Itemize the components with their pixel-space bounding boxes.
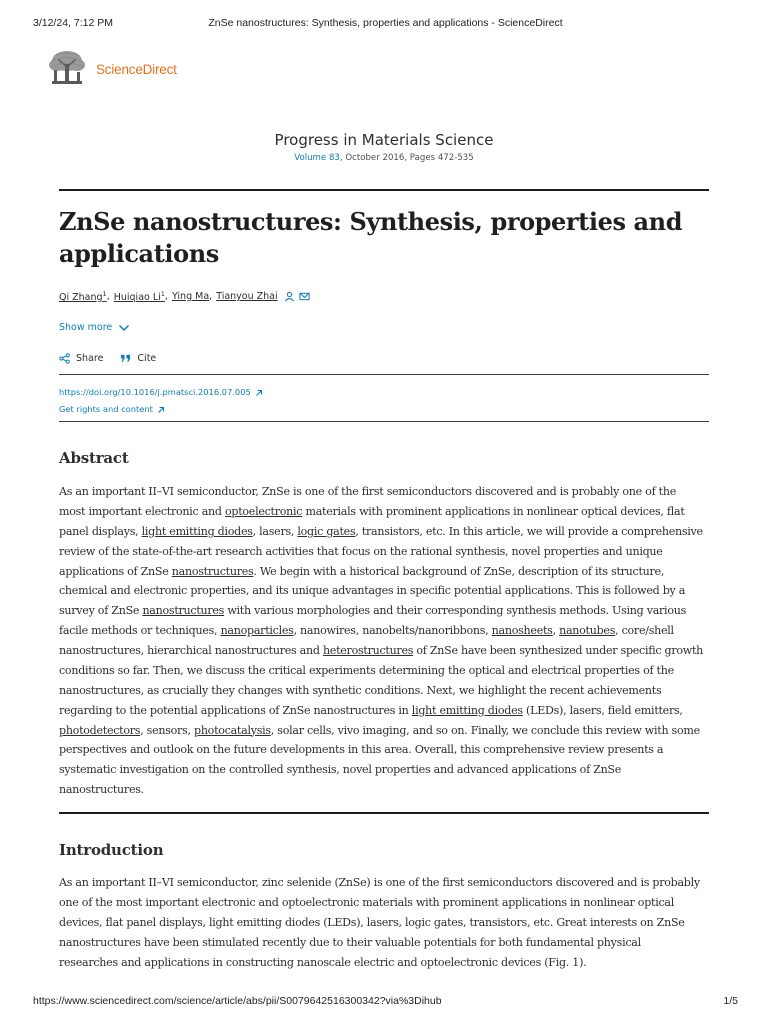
text-segment: , solar cells, vivo imaging, and so on. Finally, we conclude this review with some: [270, 723, 700, 737]
text-segment: , nanowires, nanobelts/nanoribbons,: [293, 624, 492, 638]
author-link[interactable]: [114, 290, 165, 303]
text-segment: survey of ZnSe: [59, 604, 143, 618]
topic-link[interactable]: optoelectronic: [224, 504, 303, 518]
chevron-down-icon: [118, 324, 130, 332]
print-date: 3/12/24, 7:12 PM: [33, 17, 113, 29]
divider: [59, 421, 709, 422]
text-segment: As an important II–VI semiconductor, zinc selenide (ZnSe) is one of the first semiconductors discovered and is probably: [59, 876, 700, 889]
text-segment: . We begin with a historical background of ZnSe, description of its structure,: [253, 564, 665, 578]
text-line: [59, 641, 719, 661]
text-segment: nanostructures, hierarchical nanostructures and: [59, 644, 323, 657]
rights-link[interactable]: [59, 401, 263, 418]
text-segment: conditions so far. Then, we discuss the critical experiments determining the optical and electrical properties of the: [59, 663, 674, 677]
volume-link[interactable]: Volume 83: [294, 153, 340, 163]
text-segment: with various morphologies and their corresponding synthesis methods. Using various: [224, 604, 687, 618]
abstract-text: [59, 482, 719, 800]
article-title-line: ZnSe nanostructures: Synthesis, properties and: [59, 207, 683, 236]
issue-details: , October 2016, Pages 472-535: [339, 153, 474, 163]
introduction-text: [59, 873, 719, 972]
author-name: Tianyou Zhai: [216, 291, 278, 303]
divider: [59, 812, 709, 814]
print-url: https://www.sciencedirect.com/science/article/abs/pii/S0079642516300342?via%3Dihub: [33, 995, 442, 1007]
show-more-button[interactable]: [59, 322, 130, 333]
person-icon[interactable]: [284, 291, 295, 302]
journal-meta: [0, 153, 768, 163]
text-segment: most important electronic and: [59, 504, 225, 518]
topic-link[interactable]: photocatalysis: [194, 723, 271, 737]
author-link[interactable]: [172, 291, 209, 302]
rights-text: Get rights and content: [59, 404, 153, 414]
topic-link[interactable]: nanostructures: [142, 604, 225, 618]
article-links: [59, 384, 263, 418]
article-actions: [59, 353, 173, 364]
brand-name: ScienceDirect: [96, 61, 177, 77]
elsevier-tree-logo-icon: [46, 48, 88, 88]
text-line: [59, 701, 719, 721]
topic-link[interactable]: photodetectors: [59, 723, 141, 737]
journal-name[interactable]: Progress in Materials Science: [274, 131, 494, 149]
topic-link[interactable]: nanoparticles: [220, 624, 294, 638]
sciencedirect-logo[interactable]: [46, 48, 177, 88]
text-segment: of ZnSe have been synthesized under specific growth: [413, 644, 704, 657]
text-line: [59, 542, 719, 562]
text-line: [59, 913, 719, 933]
share-button[interactable]: [59, 353, 103, 364]
text-segment: , sensors,: [140, 723, 194, 737]
print-page-title: ZnSe nanostructures: Synthesis, properties and applications - ScienceDirect: [208, 17, 563, 29]
text-segment: As an important II–VI semiconductor, ZnSe is one of the first semiconductors discovered and is probably one of the: [59, 485, 676, 498]
text-segment: chemical and electronic properties, and its unique advantages in specific potential applications. This is followed by a: [59, 584, 686, 598]
text-line: [59, 621, 719, 641]
journal-header: [0, 131, 768, 163]
text-segment: nanostructures have been stimulated recently due to their valuable potentials for both fundamental physical: [59, 935, 641, 949]
author-affiliation: 1: [160, 290, 165, 298]
topic-link[interactable]: nanotubes: [559, 624, 616, 638]
text-segment: systematic investigation on the controlled synthesis, novel properties and advanced applications of ZnSe: [59, 763, 622, 777]
page-number: 1/5: [723, 995, 738, 1007]
text-segment: researches and applications in constructing nanoscale electric and optoelectronic devices (Fig. 1).: [59, 955, 587, 969]
show-more-label: Show more: [59, 322, 113, 333]
text-line: [59, 740, 719, 760]
author-name: Ying Ma: [171, 291, 210, 303]
text-segment: , lasers,: [252, 524, 298, 538]
text-segment: applications of ZnSe: [59, 564, 172, 578]
topic-link[interactable]: nanostructures: [171, 564, 254, 578]
text-line: [59, 933, 719, 953]
divider: [59, 189, 709, 191]
text-line: [59, 581, 719, 601]
text-segment: nanostructures.: [59, 783, 144, 797]
text-line: [59, 502, 719, 522]
print-footer: [33, 995, 738, 1007]
author-icons: [284, 291, 310, 302]
text-line: [59, 522, 719, 542]
text-segment: ,: [552, 624, 560, 638]
author-affiliation: 1: [102, 290, 107, 298]
doi-text: https://doi.org/10.1016/j.pmatsci.2016.07.005: [59, 387, 251, 397]
introduction-heading: Introduction: [59, 841, 164, 859]
article-title: [59, 206, 709, 270]
topic-link[interactable]: light emitting diodes: [141, 524, 253, 538]
cite-button[interactable]: [120, 353, 156, 364]
text-line: [59, 873, 719, 893]
envelope-icon[interactable]: [299, 291, 310, 302]
print-header: [33, 17, 738, 31]
text-segment: review of the state-of-the-art research activities that focus on the rational synthesis, novel properties and unique: [59, 544, 663, 558]
topic-link[interactable]: nanosheets: [491, 624, 553, 638]
share-label: Share: [76, 353, 104, 364]
text-segment: materials with prominent applications in nonlinear optical devices, flat: [302, 504, 685, 518]
text-line: [59, 661, 719, 681]
text-segment: panel displays,: [59, 524, 142, 538]
topic-link[interactable]: heterostructures: [322, 644, 414, 657]
text-segment: , transistors, etc. In this article, we will provide a comprehensive: [355, 524, 703, 538]
text-line: [59, 953, 719, 973]
external-link-arrow-icon: [255, 389, 263, 397]
abstract-heading: Abstract: [59, 449, 129, 467]
topic-link[interactable]: logic gates: [297, 524, 356, 538]
share-icon: [59, 353, 70, 364]
text-line: [59, 780, 719, 800]
text-line: [59, 893, 719, 913]
author-name: Qi Zhang: [59, 292, 103, 304]
text-segment: facile methods or techniques,: [59, 624, 221, 638]
text-segment: devices, flat panel displays, light emitting diodes (LEDs), lasers, logic gates, transistors, etc. Great interests on ZnSe: [59, 915, 685, 929]
text-line: [59, 721, 719, 741]
quote-icon: [120, 353, 131, 364]
external-link-arrow-icon: [157, 406, 165, 414]
doi-link[interactable]: [59, 384, 263, 401]
author-list: Qi Zhang$^1$ , Huiqiao Li$^1$ , Ying Ma , Tianyou Zhai: [59, 290, 310, 303]
divider: [59, 374, 709, 375]
text-line: [59, 601, 719, 621]
text-line: [59, 681, 719, 701]
text-segment: nanostructures, as crucially they changes with synthetic conditions. Next, we highlight the recent achievements: [59, 683, 662, 697]
text-line: [59, 760, 719, 780]
text-segment: one of the most important electronic and optoelectronic materials with prominent applications in nonlinear optical: [59, 895, 675, 909]
author-name: Huiqiao Li: [113, 292, 161, 304]
text-segment: perspectives and outlook on the future developments in this area. Overall, this comprehensive review presents a: [59, 743, 664, 757]
topic-link[interactable]: light emitting diodes: [411, 703, 523, 717]
text-line: [59, 562, 719, 582]
text-line: [59, 482, 719, 502]
author-link[interactable]: [59, 290, 107, 303]
text-segment: , core/shell: [615, 624, 674, 638]
author-link[interactable]: [216, 291, 277, 302]
article-title-line: applications: [59, 239, 219, 268]
text-segment: regarding to the potential applications of ZnSe nanostructures in: [59, 703, 412, 717]
cite-label: Cite: [137, 353, 157, 364]
text-segment: (LEDs), lasers, field emitters,: [522, 703, 683, 717]
